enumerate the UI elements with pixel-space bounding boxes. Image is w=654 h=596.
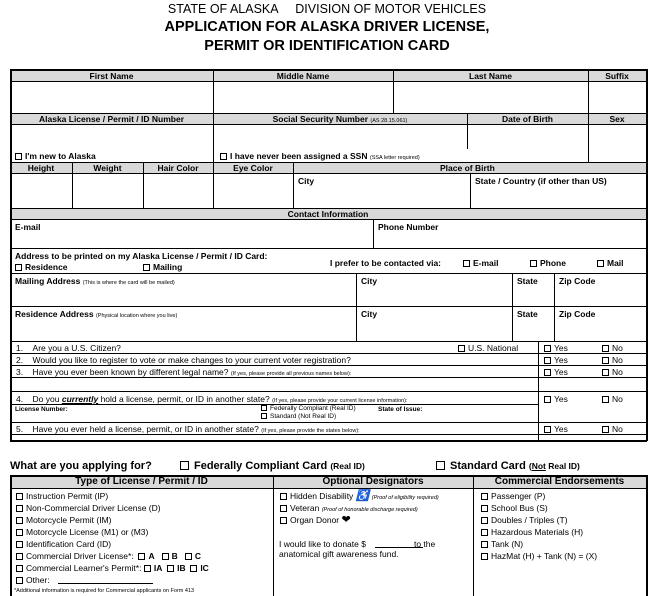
- designator-veteran[interactable]: Veteran (Proof of honorable discharge required): [280, 503, 418, 515]
- sex-field[interactable]: [589, 125, 646, 161]
- checkbox-icon: [162, 553, 169, 560]
- height-field[interactable]: [11, 174, 72, 208]
- checkbox-icon: [458, 345, 465, 352]
- ssn-field[interactable]: [214, 125, 467, 149]
- suffix-field[interactable]: [589, 82, 646, 113]
- license-type-other[interactable]: Other:: [16, 575, 50, 585]
- checkbox-icon: [167, 565, 174, 572]
- checkbox-icon: [544, 426, 551, 433]
- checkbox-icon: [481, 541, 488, 548]
- checkbox-icon: [190, 565, 197, 572]
- checkbox-icon: [16, 517, 23, 524]
- other-license-line[interactable]: [58, 583, 153, 584]
- hair-color-field[interactable]: [144, 174, 213, 208]
- checkbox-icon: [481, 529, 488, 536]
- birth-state-label: State / Country (if other than US): [475, 176, 607, 186]
- mailing-address-field[interactable]: [11, 288, 356, 306]
- weight-label: Weight: [93, 163, 122, 173]
- residence-city-field[interactable]: [357, 321, 512, 341]
- endorsement-hazmat[interactable]: Hazardous Materials (H): [481, 527, 583, 537]
- checkbox-icon: [602, 357, 609, 364]
- mailing-city-field[interactable]: [357, 288, 512, 306]
- form-title-line1: APPLICATION FOR ALASKA DRIVER LICENSE,: [164, 19, 490, 35]
- address-printed-label: Address to be printed on my Alaska License / Permit / ID Card:: [15, 251, 268, 261]
- checkbox-icon: [261, 413, 267, 419]
- endorsement-hazmat-tank[interactable]: HazMat (H) + Tank (N) = (X): [481, 551, 597, 561]
- donation-amount-field[interactable]: [375, 547, 423, 548]
- checkbox-icon: [16, 553, 23, 560]
- email-label: E-mail: [15, 222, 41, 232]
- checkbox-icon: [16, 505, 23, 512]
- checkbox-icon: [481, 505, 488, 512]
- birth-city-label: City: [298, 176, 315, 186]
- endorsement-tank[interactable]: Tank (N): [481, 539, 523, 549]
- license-types-title: Type of License / Permit / ID: [75, 476, 208, 487]
- prefer-phone-option[interactable]: Phone: [530, 258, 566, 268]
- standard-card-option[interactable]: Standard Card (Not Real ID): [436, 460, 580, 472]
- license-number-label: Alaska License / Permit / ID Number: [38, 114, 185, 124]
- checkbox-icon: [602, 396, 609, 403]
- q4-state-label: State of Issue:: [378, 406, 423, 413]
- agency-line: STATE OF ALASKA DIVISION OF MOTOR VEHICLES: [167, 2, 487, 16]
- residence-state-field[interactable]: [513, 321, 554, 341]
- contact-preference-label: I prefer to be contacted via:: [330, 258, 441, 268]
- checkbox-icon: [602, 426, 609, 433]
- never-ssn-checkbox[interactable]: I have never been assigned a SSN (SSA letter required): [220, 151, 420, 163]
- first-name-label: First Name: [89, 71, 134, 81]
- last-name-field[interactable]: [394, 82, 588, 113]
- checkbox-icon: [481, 553, 488, 560]
- license-type-motorcycle-license[interactable]: Motorcycle License (M1) or (M3): [16, 527, 148, 537]
- place-of-birth-label: Place of Birth: [440, 163, 495, 173]
- residence-address-field[interactable]: [11, 321, 356, 341]
- checkbox-icon: [544, 396, 551, 403]
- birth-state-field[interactable]: [471, 186, 646, 208]
- weight-field[interactable]: [73, 174, 143, 208]
- license-type-id-card[interactable]: Identification Card (ID): [16, 539, 111, 549]
- dob-field[interactable]: [468, 125, 588, 149]
- checkbox-icon: [544, 369, 551, 376]
- checkbox-icon: [261, 405, 267, 411]
- checkbox-icon: [280, 493, 287, 500]
- checkbox-icon: [463, 260, 470, 267]
- birth-city-field[interactable]: [294, 186, 470, 208]
- residence-city-label: City: [361, 309, 378, 319]
- checkbox-icon: [16, 529, 23, 536]
- phone-field[interactable]: [374, 232, 646, 248]
- q1-yes[interactable]: Yes: [544, 343, 568, 353]
- q4-federal-option[interactable]: Federally Compliant (Real ID): [261, 405, 356, 413]
- checkbox-icon: [16, 577, 23, 584]
- checkbox-icon: [436, 461, 445, 470]
- q1-no[interactable]: No: [602, 343, 623, 353]
- previous-states-field[interactable]: [11, 435, 538, 440]
- q2-yes[interactable]: Yes: [544, 355, 568, 365]
- new-to-alaska-checkbox[interactable]: I'm new to Alaska: [15, 151, 96, 161]
- middle-name-label: Middle Name: [276, 71, 330, 81]
- question-2: 2. Would you like to register to vote or make changes to your current voter registration?: [16, 355, 351, 365]
- checkbox-icon: [16, 541, 23, 548]
- q4-yes[interactable]: Yes: [544, 394, 568, 404]
- checkbox-icon: [15, 264, 22, 271]
- mailing-state-label: State: [517, 276, 538, 286]
- mailing-zip-label: Zip Code: [559, 276, 596, 286]
- mailing-zip-field[interactable]: [555, 288, 646, 306]
- middle-name-field[interactable]: [214, 82, 393, 113]
- residence-zip-label: Zip Code: [559, 309, 596, 319]
- checkbox-icon: [185, 553, 192, 560]
- prefer-mail-option[interactable]: Mail: [597, 258, 624, 268]
- checkbox-icon: [144, 565, 151, 572]
- checkbox-icon: [544, 345, 551, 352]
- residence-option[interactable]: Residence: [15, 262, 68, 272]
- checkbox-icon: [280, 517, 287, 524]
- checkbox-icon: [16, 493, 23, 500]
- endorsement-school-bus[interactable]: School Bus (S): [481, 503, 548, 513]
- checkbox-icon: [16, 565, 23, 572]
- license-type-cdl[interactable]: Commercial Driver License*: A B C: [16, 551, 201, 561]
- federal-card-option[interactable]: Federally Compliant Card (Real ID): [180, 460, 365, 472]
- checkbox-icon: [481, 517, 488, 524]
- applying-for-question: What are you applying for?: [10, 460, 152, 472]
- question-5: 5. Have you ever held a license, permit, or ID in another state? (If yes, please provide the states below):: [16, 424, 360, 434]
- checkbox-icon: [602, 369, 609, 376]
- height-label: Height: [27, 163, 55, 173]
- mailing-city-label: City: [361, 276, 378, 286]
- mailing-address-label: Mailing Address (This is where the card will be mailed): [15, 276, 175, 286]
- checkbox-icon: [597, 260, 604, 267]
- license-type-motorcycle-permit[interactable]: Motorcycle Permit (IM): [16, 515, 111, 525]
- previous-names-field[interactable]: [11, 378, 538, 391]
- license-type-noncommercial[interactable]: Non-Commercial Driver License (D): [16, 503, 161, 513]
- question-3: 3. Have you ever been known by different legal name? (If yes, please provide all previous names below):: [16, 367, 352, 377]
- residence-state-label: State: [517, 309, 538, 319]
- hair-color-label: Hair Color: [157, 163, 199, 173]
- checkbox-icon: [220, 153, 227, 160]
- residence-address-label: Residence Address (Physical location where you live): [15, 309, 178, 319]
- q4-license-number-label: License Number:: [15, 406, 68, 413]
- donation-text-2: anatomical gift awareness fund.: [279, 549, 399, 559]
- checkbox-icon: [530, 260, 537, 267]
- commercial-footnote: *Additional information is required for Commercial applicants on Form 413: [14, 588, 195, 594]
- last-name-label: Last Name: [469, 71, 512, 81]
- ssn-label: Social Security Number (AS 28.15.061): [272, 114, 408, 124]
- checkbox-icon: [15, 153, 22, 160]
- q4-no[interactable]: No: [602, 394, 623, 404]
- question-1: 1. Are you a U.S. Citizen?: [16, 343, 121, 353]
- license-type-instruction-permit[interactable]: Instruction Permit (IP): [16, 491, 108, 501]
- checkbox-icon: [180, 461, 189, 470]
- email-field[interactable]: [11, 232, 373, 248]
- endorsements-title: Commercial Endorsements: [494, 476, 625, 487]
- license-number-field[interactable]: [11, 125, 213, 149]
- first-name-field[interactable]: [11, 82, 213, 113]
- q4-state-field[interactable]: [378, 413, 536, 422]
- q4-license-number-field[interactable]: [11, 413, 258, 422]
- checkbox-icon: [602, 345, 609, 352]
- endorsement-passenger[interactable]: Passenger (P): [481, 491, 545, 501]
- designator-organ-donor[interactable]: Organ Donor ❤: [280, 515, 351, 525]
- designators-title: Optional Designators: [322, 476, 424, 487]
- q5-yes[interactable]: Yes: [544, 424, 568, 434]
- q5-no[interactable]: No: [602, 424, 623, 434]
- prefer-email-option[interactable]: E-mail: [463, 258, 499, 268]
- eye-color-field[interactable]: [214, 174, 293, 208]
- question-4: 4. Do you currently hold a license, permit, or ID in another state? (If yes, please provide your current license information):: [16, 394, 408, 404]
- phone-label: Phone Number: [378, 222, 439, 232]
- heart-icon: ❤: [341, 514, 351, 526]
- residence-zip-field[interactable]: [555, 321, 646, 341]
- donation-text-1: I would like to donate $ to the: [279, 539, 436, 549]
- suffix-label: Suffix: [605, 71, 629, 81]
- us-national-checkbox[interactable]: U.S. National: [458, 343, 518, 353]
- mailing-option[interactable]: Mailing: [143, 262, 182, 272]
- license-type-clp[interactable]: Commercial Learner's Permit*: IA IB IC: [16, 563, 209, 573]
- mailing-state-field[interactable]: [513, 288, 554, 306]
- checkbox-icon: [280, 505, 287, 512]
- q3-yes[interactable]: Yes: [544, 367, 568, 377]
- eye-color-label: Eye Color: [233, 163, 273, 173]
- contact-section-title: Contact Information: [287, 209, 369, 219]
- q3-no[interactable]: No: [602, 367, 623, 377]
- sex-label: Sex: [609, 114, 625, 124]
- dob-label: Date of Birth: [502, 114, 553, 124]
- q4-standard-option[interactable]: Standard (Not Real ID): [261, 413, 336, 421]
- checkbox-icon: [138, 553, 145, 560]
- designator-hidden-disability[interactable]: Hidden Disability ♿ (Proof of eligibility required): [280, 491, 439, 503]
- q2-no[interactable]: No: [602, 355, 623, 365]
- checkbox-icon: [143, 264, 150, 271]
- checkbox-icon: [481, 493, 488, 500]
- endorsement-doubles-triples[interactable]: Doubles / Triples (T): [481, 515, 568, 525]
- checkbox-icon: [544, 357, 551, 364]
- wheelchair-icon: ♿: [355, 490, 370, 502]
- form-title-line2: PERMIT OR IDENTIFICATION CARD: [204, 38, 450, 54]
